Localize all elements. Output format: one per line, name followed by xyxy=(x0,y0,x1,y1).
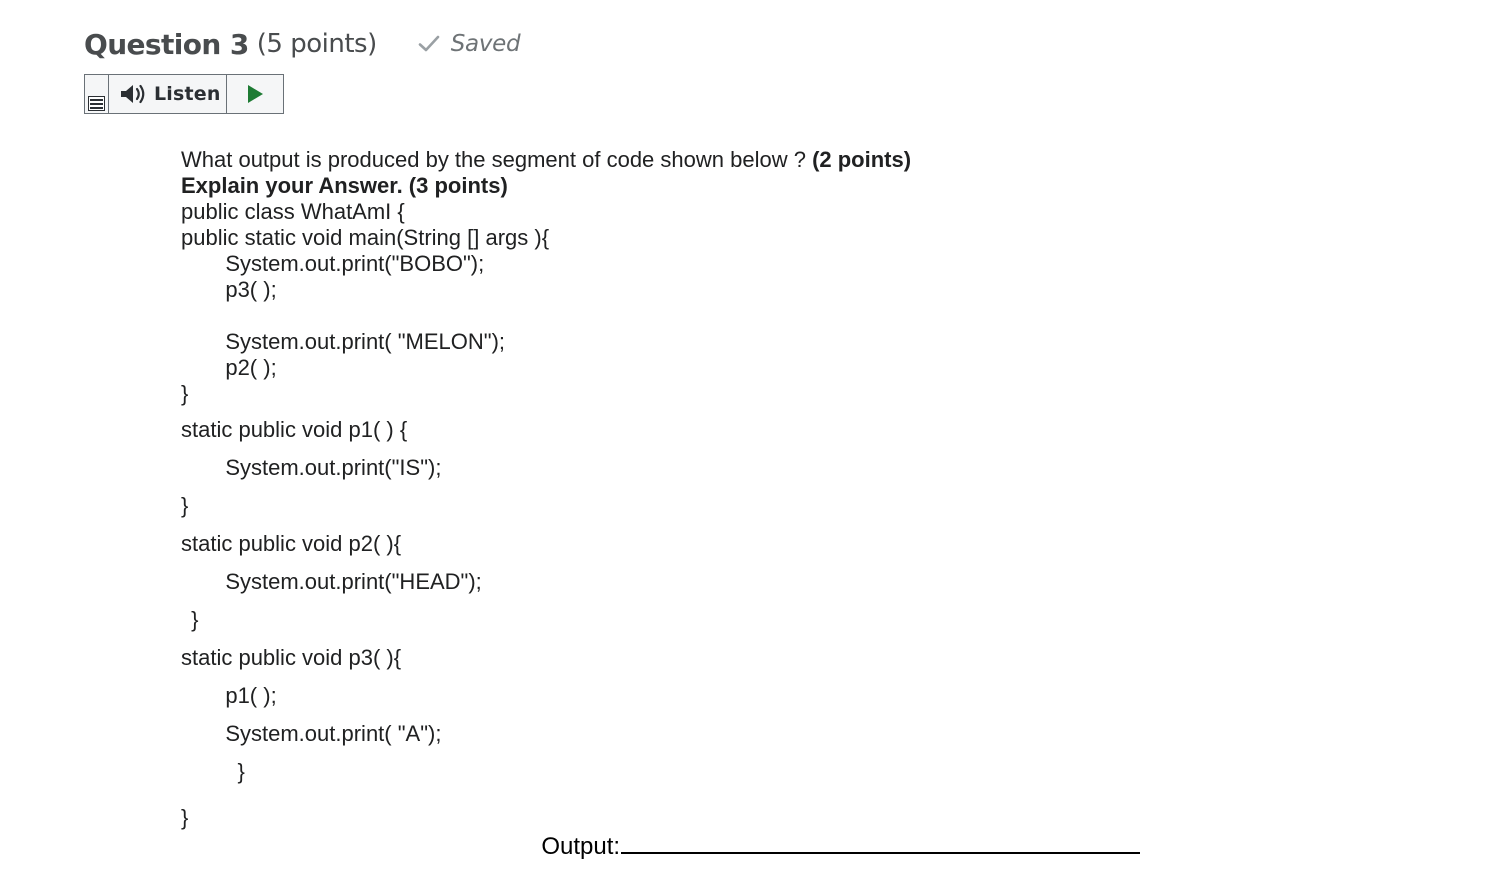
code-line: p3( ); xyxy=(207,277,277,302)
code-line: System.out.print("IS"); xyxy=(207,455,442,480)
code-line: public static void main(String [] args ){ xyxy=(181,225,550,250)
speaker-icon xyxy=(119,83,147,105)
question-body xyxy=(181,0,1281,878)
output-field xyxy=(528,804,1140,861)
code-line: static public void p1( ) { xyxy=(181,417,408,442)
code-line: } xyxy=(181,381,189,406)
prompt-points: (2 points) xyxy=(812,147,912,172)
question-title: Question 3 xyxy=(84,27,249,61)
code-line: } xyxy=(181,805,189,830)
code-line: System.out.print("BOBO"); xyxy=(207,251,485,276)
code-line: System.out.print("HEAD"); xyxy=(207,569,482,594)
code-line: p2( ); xyxy=(207,355,277,380)
code-line: } xyxy=(185,607,199,632)
saved-status-text: Saved xyxy=(450,31,521,57)
explain-instruction: Explain your Answer. (3 points) xyxy=(181,173,508,198)
code-line: System.out.print( "A"); xyxy=(207,721,442,746)
code-line: } xyxy=(181,493,189,518)
read-aloud-menu-button[interactable] xyxy=(85,75,109,113)
listen-label: Listen xyxy=(154,83,221,105)
code-line: static public void p2( ){ xyxy=(181,531,402,556)
output-answer-line xyxy=(621,832,1140,854)
output-label: Output: xyxy=(541,833,621,860)
code-line: public class WhatAmI { xyxy=(181,199,405,224)
question-points: (5 points) xyxy=(256,29,377,59)
code-line: p1( ); xyxy=(207,683,277,708)
code-line: System.out.print( "MELON"); xyxy=(207,329,506,354)
prompt-text: What output is produced by the segment of code shown below ? xyxy=(181,147,813,172)
code-line: static public void p3( ){ xyxy=(181,645,402,670)
menu-icon xyxy=(88,96,105,111)
question-prompt xyxy=(181,147,911,173)
code-line: } xyxy=(207,759,245,784)
